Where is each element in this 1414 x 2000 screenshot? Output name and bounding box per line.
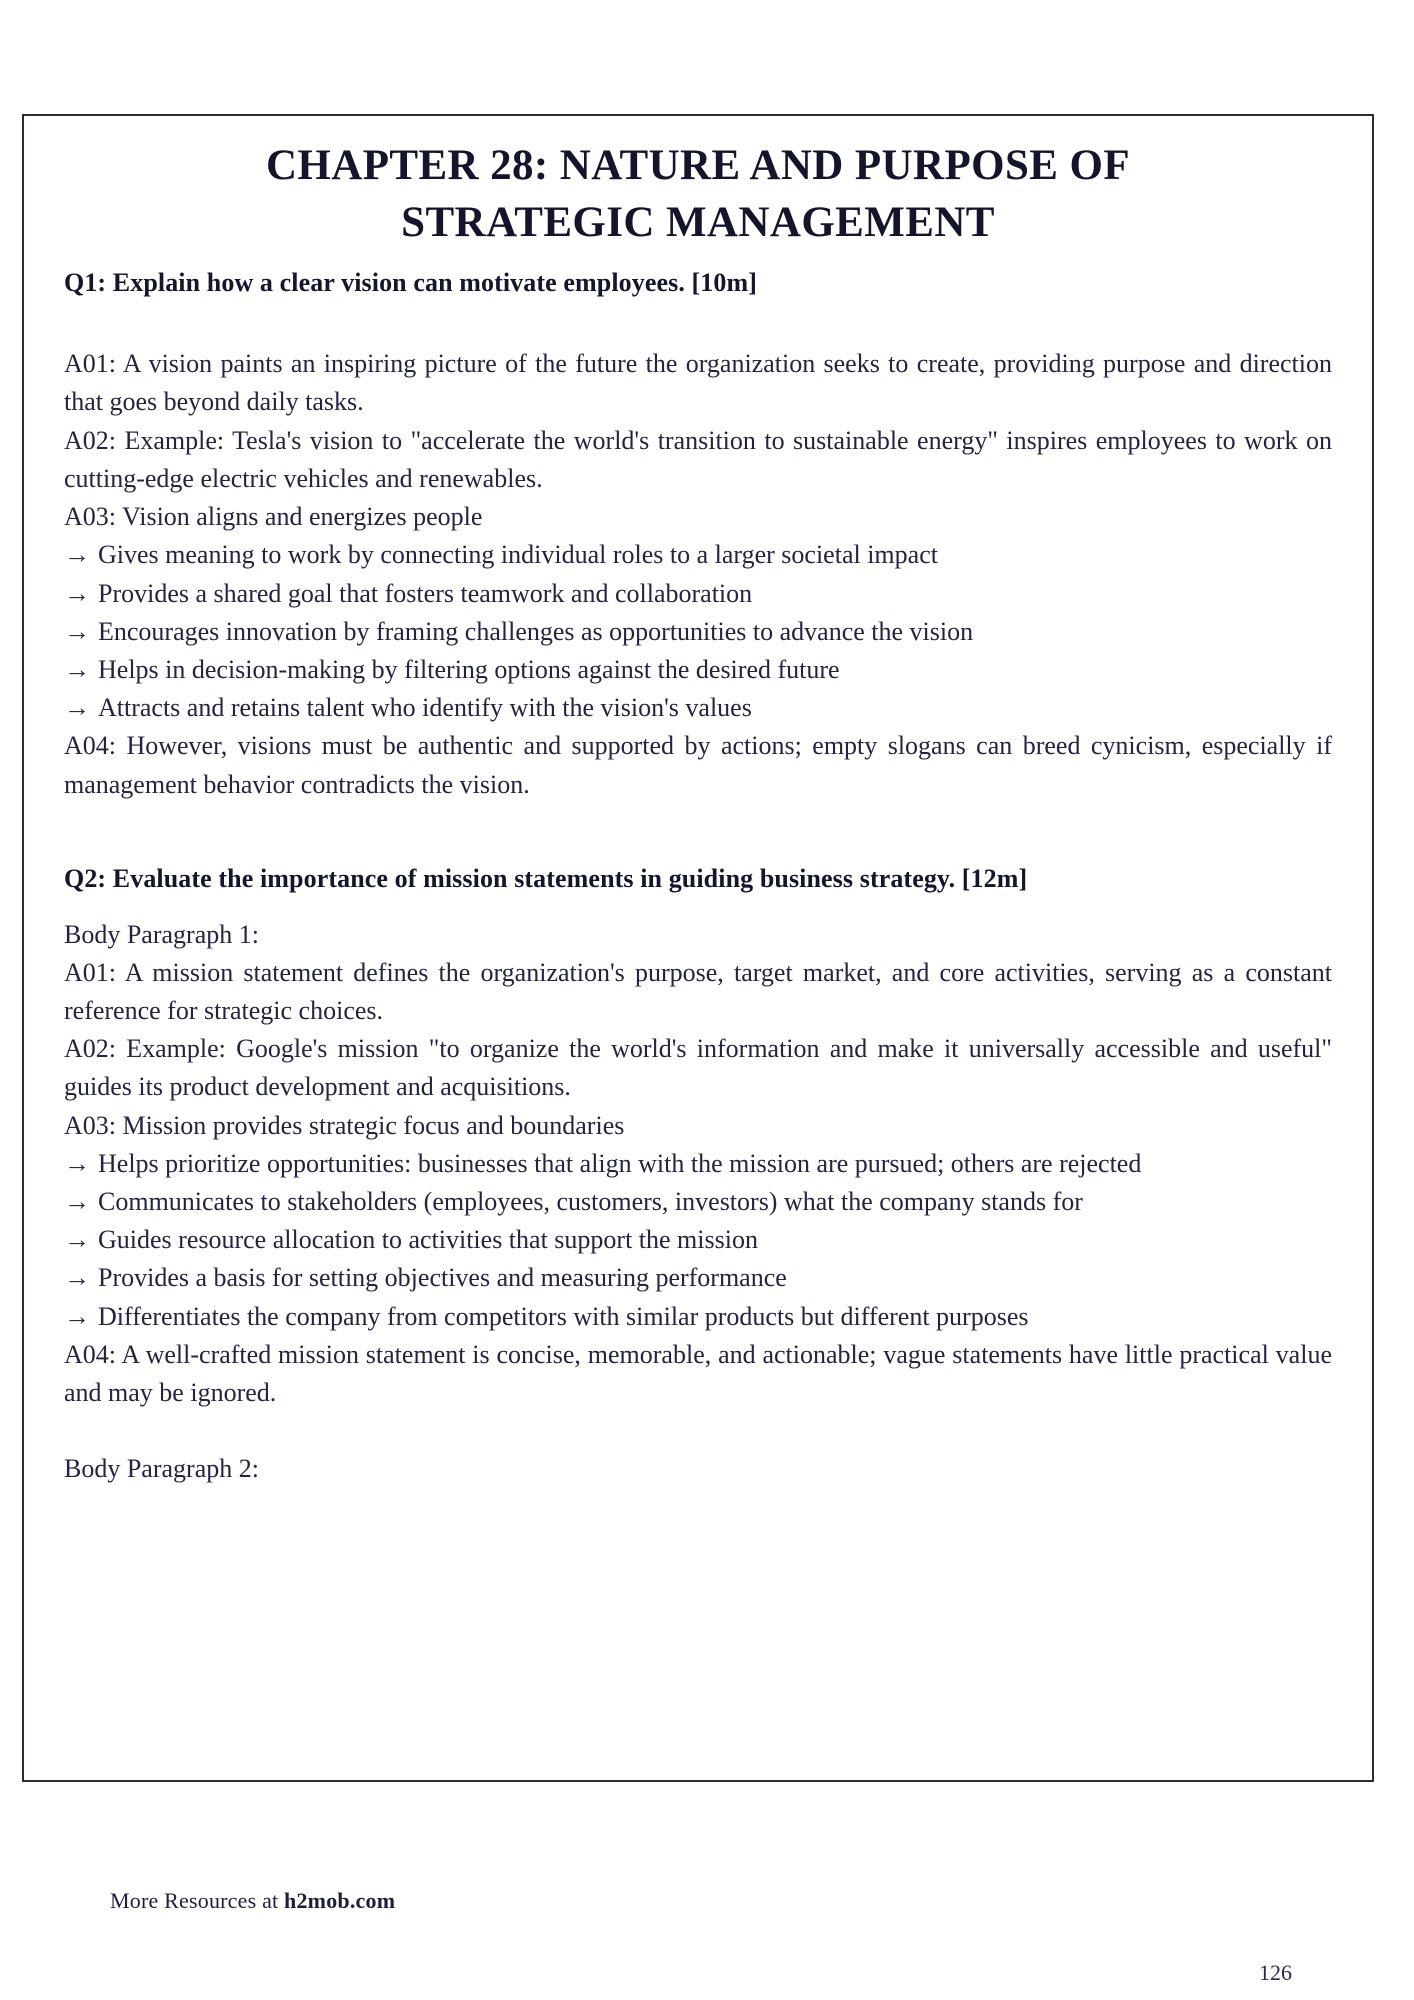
page-title <box>64 138 1332 252</box>
q2-bullet-item <box>64 1298 1332 1336</box>
q2-bullet-text: Communicates to stakeholders (employees, customers, investors) what the company stands for <box>98 1187 1083 1217</box>
q1-bullet-text: Provides a shared goal that fosters teamwork and collaboration <box>98 578 753 608</box>
question-1-heading: Q1: Explain how a clear vision can motivate employees. [10m] <box>64 267 758 297</box>
section-spacer <box>64 804 1332 842</box>
arrow-icon: → <box>64 1301 90 1331</box>
q2-answer-a02: A02: Example: Google's mission "to organize the world's information and make it universally accessible and useful" guides its product development and acquisitions. <box>64 1034 1332 1102</box>
arrow-icon: → <box>64 654 90 684</box>
q2-bullet-item <box>64 1259 1332 1297</box>
arrow-icon: → <box>64 616 90 646</box>
q1-bullet-text: Encourages innovation by framing challenges as opportunities to advance the vision <box>98 616 974 646</box>
q2-body-paragraph-1-label: Body Paragraph 1: <box>64 919 259 949</box>
q2-answer-a01: A01: A mission statement defines the organization's purpose, target market, and core activities, serving as a constant reference for strategic choices. <box>64 957 1332 1025</box>
q2-answer-a04: A04: A well-crafted mission statement is concise, memorable, and actionable; vague statements have little practical value and may be ignored. <box>64 1339 1332 1408</box>
q1-bullet-text: Helps in decision-making by filtering options against the desired future <box>98 654 840 684</box>
q2-bullet-item <box>64 1145 1332 1183</box>
q2-bullet-text: Helps prioritize opportunities: businesses that align with the mission are pursued; others are rejected <box>98 1148 1142 1178</box>
q2-bullet-item <box>64 1183 1332 1221</box>
footer-resources <box>110 1888 395 1914</box>
arrow-icon: → <box>64 1148 90 1178</box>
arrow-icon: → <box>64 1263 90 1293</box>
q2-bullet-text: Differentiates the company from competitors with similar products but different purposes <box>98 1301 1029 1331</box>
question-2-heading: Q2: Evaluate the importance of mission statements in guiding business strategy. [12m] <box>64 863 1028 893</box>
q1-answer-a03: A03: Vision aligns and energizes people <box>64 502 483 532</box>
footer-prefix-text: More Resources at <box>110 1888 285 1913</box>
footer-brand-link[interactable]: h2mob.com <box>284 1888 396 1913</box>
page-number: 126 <box>1259 1960 1292 1985</box>
content-frame <box>22 114 1374 1782</box>
q1-bullet-item <box>64 651 1332 689</box>
q1-answer-a04: A04: However, visions must be authentic and supported by actions; empty slogans can breed cynicism, especially if management behavior contradicts the vision. <box>64 731 1332 799</box>
arrow-icon: → <box>64 578 90 608</box>
section-spacer <box>64 1412 1332 1450</box>
q2-answer-a03: A03: Mission provides strategic focus and boundaries <box>64 1110 625 1140</box>
q1-bullet-item <box>64 613 1332 651</box>
q1-bullet-item <box>64 536 1332 574</box>
q2-bullet-text: Provides a basis for setting objectives and measuring performance <box>98 1263 787 1293</box>
q2-bullet-text: Guides resource allocation to activities that support the mission <box>98 1225 758 1255</box>
arrow-icon: → <box>64 693 90 723</box>
q1-answer-a01: A01: A vision paints an inspiring picture of the future the organization seeks to create, providing purpose and direction that goes beyond daily tasks. <box>64 349 1332 417</box>
q1-bullet-item <box>64 689 1332 727</box>
arrow-icon: → <box>64 1187 90 1217</box>
q1-bullet-item <box>64 575 1332 613</box>
q1-answer-a02: A02: Example: Tesla's vision to "accelerate the world's transition to sustainable energy" inspires employees to work on cutting-edge electric vehicles and renewables. <box>64 425 1332 493</box>
section-spacer <box>64 898 1332 916</box>
chapter-title-line-2: STRATEGIC MANAGEMENT <box>401 198 995 246</box>
chapter-title-line-1: CHAPTER 28: NATURE AND PURPOSE OF <box>265 142 1131 189</box>
q1-bullet-text: Attracts and retains talent who identify with the vision's values <box>98 693 752 723</box>
q2-body-paragraph-2-label: Body Paragraph 2: <box>64 1454 259 1484</box>
q2-bullet-item <box>64 1221 1332 1259</box>
arrow-icon: → <box>64 1225 90 1255</box>
arrow-icon: → <box>64 540 90 570</box>
q1-bullet-text: Gives meaning to work by connecting individual roles to a larger societal impact <box>98 540 938 570</box>
